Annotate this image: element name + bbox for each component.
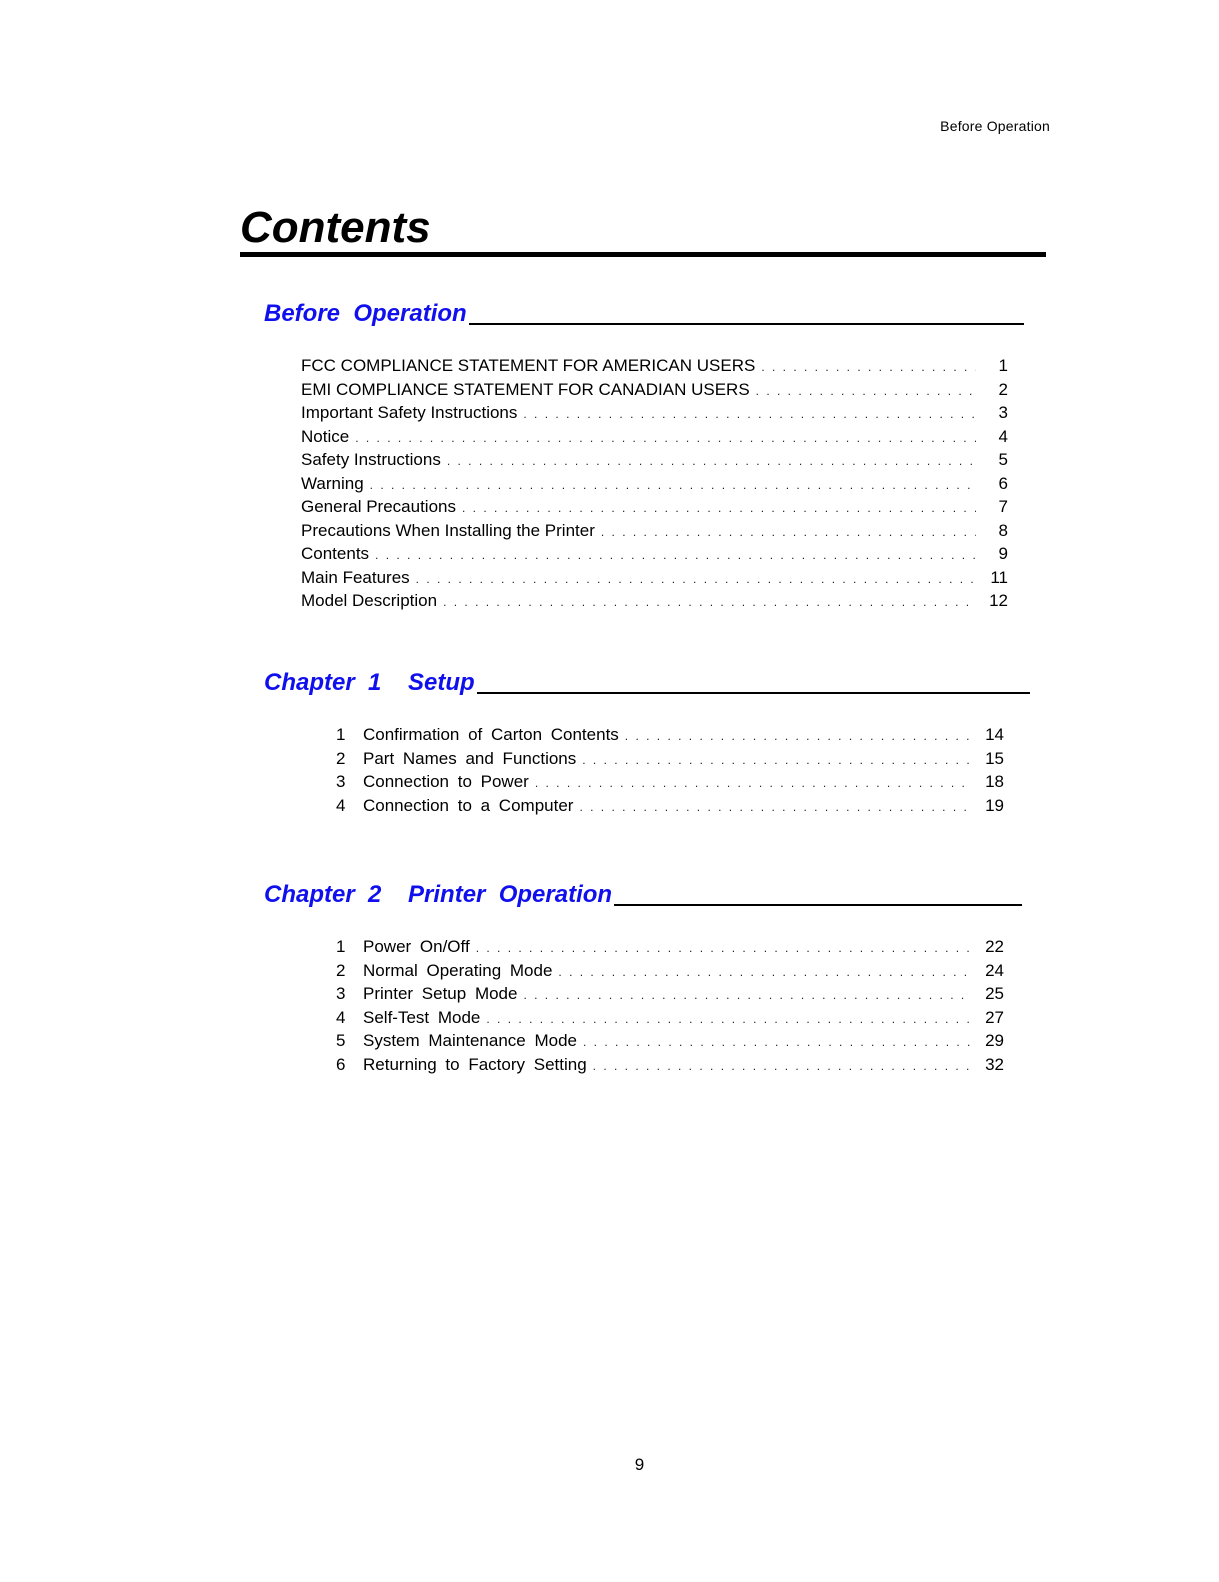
section-before-operation (264, 300, 1024, 613)
toc-entry-label: Safety Instructions (301, 450, 441, 469)
dot-leader (523, 403, 976, 427)
section-title (264, 300, 1024, 328)
section-title (264, 881, 1022, 909)
toc-entry-page: 7 (998, 497, 1008, 516)
section-chapter-1 (264, 669, 1030, 817)
toc-entry-page: 19 (985, 795, 1004, 815)
dot-leader (535, 772, 972, 796)
toc-entry-page: 14 (985, 725, 1004, 744)
toc-entry-label: Confirmation of Carton Contents (363, 725, 619, 744)
toc-entry[interactable] (301, 425, 1008, 449)
toc-entry-label: Important Safety Instructions (301, 403, 518, 422)
toc-entry-number: 1 (336, 937, 346, 956)
toc-entry-label: Power On/Off (363, 937, 470, 956)
running-header: Before Operation (940, 118, 1050, 134)
dot-leader (447, 450, 976, 474)
dot-leader (443, 591, 976, 615)
toc-entry-number: 2 (336, 748, 346, 768)
toc-entry-page: 24 (985, 960, 1004, 980)
toc-entry[interactable] (301, 472, 1008, 496)
toc-entry[interactable] (301, 448, 1008, 472)
toc-entry[interactable] (301, 495, 1008, 519)
toc-entry-page: 29 (985, 1031, 1004, 1050)
toc-entry[interactable] (301, 566, 1008, 590)
toc-entry-page: 25 (985, 984, 1004, 1003)
toc-entry-label: Main Features (301, 567, 410, 587)
dot-leader (375, 544, 976, 568)
toc-entry-number: 5 (336, 1031, 346, 1050)
toc-entry-page: 32 (985, 1054, 1004, 1074)
toc-entry-label: Warning (301, 473, 364, 493)
toc-entry[interactable] (336, 1006, 1004, 1030)
toc-entry[interactable] (336, 794, 1004, 818)
toc-list (301, 354, 1008, 613)
toc-entry-number: 3 (336, 772, 346, 791)
toc-entry-number: 1 (336, 725, 346, 744)
toc-entry-number: 4 (336, 1007, 346, 1027)
toc-entry[interactable] (336, 935, 1004, 959)
page-number: 9 (634, 1455, 645, 1474)
toc-list (336, 723, 1004, 817)
dot-leader (761, 356, 976, 380)
dot-leader (601, 521, 976, 545)
toc-entry[interactable] (336, 982, 1004, 1006)
toc-entry-label: EMI COMPLIANCE STATEMENT FOR CANADIAN USERS (301, 379, 750, 399)
toc-entry-page: 27 (985, 1007, 1004, 1027)
toc-entry-page: 8 (998, 520, 1008, 540)
toc-entry-number: 2 (336, 960, 346, 980)
toc-entry-label: General Precautions (301, 497, 456, 516)
title-rule (477, 692, 1030, 694)
section-title-text: Chapter 2 Printer Operation (264, 881, 613, 908)
toc-entry[interactable] (336, 1053, 1004, 1077)
toc-entry-label: Part Names and Functions (363, 748, 577, 768)
dot-leader (558, 961, 972, 985)
toc-entry-page: 15 (985, 748, 1004, 768)
toc-entry[interactable] (301, 401, 1008, 425)
toc-entry-label: System Maintenance Mode (363, 1031, 577, 1050)
toc-entry-label: FCC COMPLIANCE STATEMENT FOR AMERICAN USERS (301, 356, 756, 375)
dot-leader (476, 937, 972, 961)
dot-leader (579, 796, 972, 820)
toc-entry-page: 18 (985, 772, 1004, 791)
title-rule (614, 904, 1022, 906)
toc-entry-label: Printer Setup Mode (363, 984, 518, 1003)
dot-leader (756, 380, 976, 404)
dot-leader (583, 1031, 972, 1055)
dot-leader (370, 474, 976, 498)
toc-entry-page: 5 (998, 450, 1008, 469)
toc-entry-number: 4 (336, 795, 346, 815)
toc-entry-label: Precautions When Installing the Printer (301, 520, 595, 540)
toc-entry[interactable] (301, 519, 1008, 543)
title-rule (469, 323, 1024, 325)
toc-entry-number: 6 (336, 1054, 346, 1074)
toc-entry[interactable] (301, 378, 1008, 402)
toc-entry-page: 2 (998, 379, 1008, 399)
toc-entry-page: 3 (998, 403, 1008, 422)
dot-leader (523, 984, 972, 1008)
section-title (264, 669, 1030, 697)
toc-entry-label: Returning to Factory Setting (363, 1054, 587, 1074)
toc-entry[interactable] (336, 747, 1004, 771)
toc-entry[interactable] (336, 723, 1004, 747)
toc-list (336, 935, 1004, 1076)
toc-entry-page: 6 (998, 473, 1008, 493)
toc-entry-page: 1 (998, 356, 1008, 375)
toc-entry[interactable] (301, 589, 1008, 613)
page-title: Contents (240, 204, 1046, 257)
dot-leader (486, 1008, 972, 1032)
toc-entry-page: 11 (990, 567, 1008, 587)
dot-leader (462, 497, 976, 521)
toc-entry-page: 9 (998, 544, 1008, 563)
toc-entry-label: Self-Test Mode (363, 1007, 481, 1027)
dot-leader (416, 568, 976, 592)
section-chapter-2 (264, 881, 1022, 1076)
toc-entry-label: Normal Operating Mode (363, 960, 553, 980)
toc-entry-label: Connection to Power (363, 772, 529, 791)
dot-leader (582, 749, 972, 773)
section-title-text: Before Operation (264, 300, 467, 327)
dot-leader (355, 427, 976, 451)
toc-entry[interactable] (301, 354, 1008, 378)
toc-entry-label: Notice (301, 426, 350, 446)
toc-entry-label: Contents (301, 544, 370, 563)
toc-entry-label: Model Description (301, 591, 438, 610)
toc-entry[interactable] (301, 542, 1008, 566)
toc-entry[interactable] (336, 770, 1004, 794)
dot-leader (593, 1055, 972, 1079)
toc-entry-page: 22 (985, 937, 1004, 956)
toc-entry-number: 3 (336, 984, 346, 1003)
toc-entry-page: 12 (989, 591, 1008, 610)
toc-entry[interactable] (336, 959, 1004, 983)
toc-entry[interactable] (336, 1029, 1004, 1053)
toc-entry-page: 4 (998, 426, 1008, 446)
toc-entry-label: Connection to a Computer (363, 795, 574, 815)
section-title-text: Chapter 1 Setup (264, 669, 475, 696)
dot-leader (625, 725, 972, 749)
